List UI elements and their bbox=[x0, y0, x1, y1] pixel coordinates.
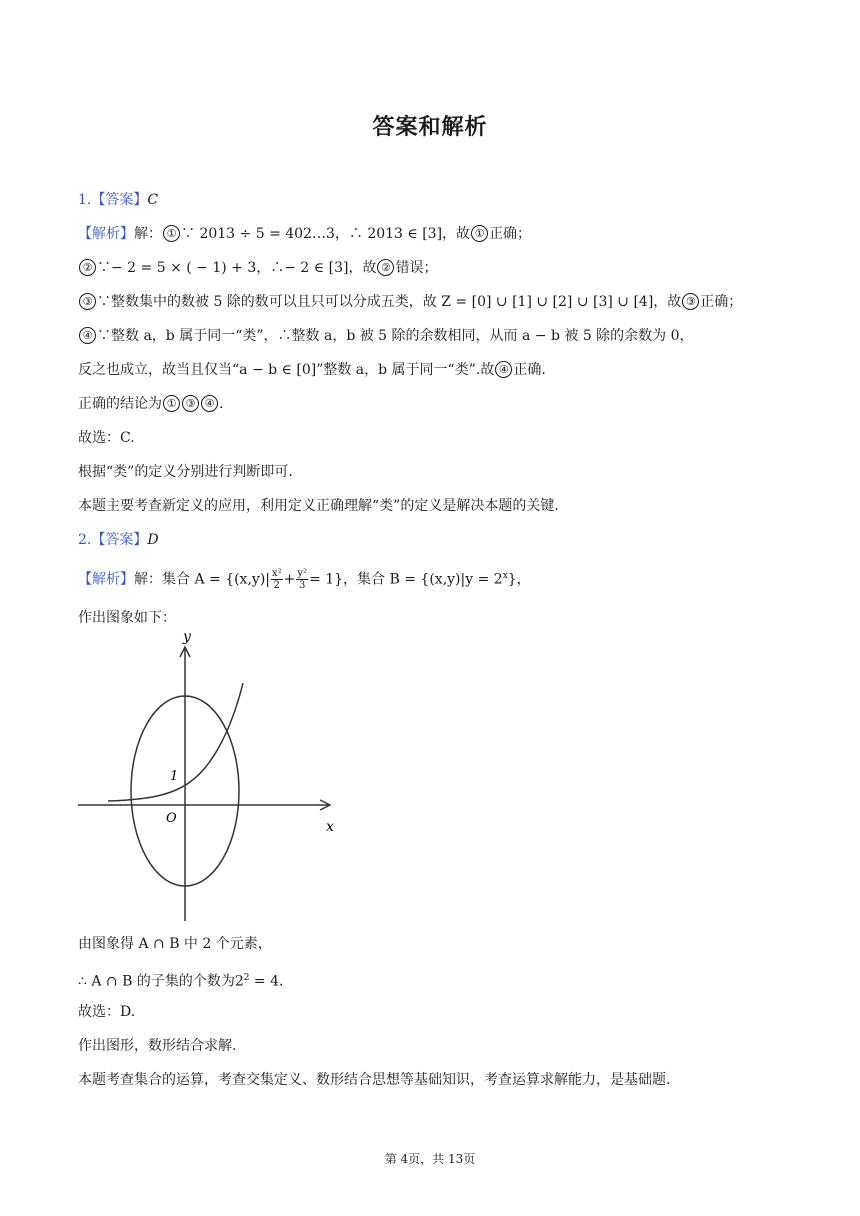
q1-answer-label: 1.【答案】 bbox=[78, 192, 148, 208]
circled-number: ④ bbox=[79, 327, 96, 344]
q1-text: 解： bbox=[134, 226, 162, 242]
circled-number: ① bbox=[471, 225, 488, 242]
fraction-numerator: y² bbox=[297, 568, 308, 580]
exponent: 2 bbox=[243, 973, 250, 983]
q1-comment: 本题主要考查新定义的应用，利用定义正确理解“类”的定义是解决本题的关键. bbox=[78, 498, 559, 514]
q1-text: . bbox=[219, 396, 224, 412]
exponent: x bbox=[502, 571, 508, 581]
q1-text: 正确； bbox=[700, 294, 743, 310]
q1-answer-value: C bbox=[147, 192, 159, 208]
circled-number: ④ bbox=[495, 361, 512, 378]
one-label: 1 bbox=[170, 769, 179, 784]
q1-text: 正确； bbox=[489, 226, 532, 242]
fraction-denominator: 3 bbox=[299, 580, 306, 592]
q1-analysis-line-4 bbox=[78, 326, 694, 346]
q1-text: 错误； bbox=[395, 260, 438, 276]
q1-analysis-line-1 bbox=[78, 224, 531, 244]
fraction-numerator: x² bbox=[272, 568, 282, 580]
q2-result-1: 由图象得 A ∩ B 中 2 个元素， bbox=[78, 936, 272, 952]
fraction-denominator: 2 bbox=[273, 580, 281, 592]
q1-answer-line bbox=[78, 190, 158, 210]
q1-choice: 故选：C. bbox=[78, 430, 135, 446]
q2-result-2 bbox=[78, 968, 283, 992]
q1-text: ∵ 2013 ÷ 5 = 402…3，∴ 2013 ∈ [3]，故 bbox=[181, 226, 471, 242]
q2-analysis-tag: 【解析】 bbox=[78, 571, 134, 588]
q1-text: ∵整数集中的数被 5 除的数可以且只可以分成五类，故 Z = [0] ∪ [1] ∪ [2] ∪ [3] ∪ [4]，故 bbox=[97, 294, 682, 310]
q1-text: 正确的结论为 bbox=[78, 396, 162, 412]
x-axis-label: x bbox=[326, 819, 334, 835]
plus-sign: + bbox=[283, 571, 296, 588]
q2-comment: 本题考查集合的运算，考查交集定义、数形结合思想等基础知识，考查运算求解能力，是基础题. bbox=[78, 1072, 671, 1088]
q2-text: 解：集合 A = {(x,y)| bbox=[134, 571, 270, 588]
page-title: 答案和解析 bbox=[372, 115, 488, 140]
circled-number: ④ bbox=[201, 395, 218, 412]
q1-analysis-line-3 bbox=[78, 292, 742, 312]
q1-text: 反之也成立，故当且仅当“a − b ∈ [0]”整数 a，b 属于同一“类”.故 bbox=[78, 362, 495, 378]
q2-figure-intro: 作出图象如下： bbox=[78, 610, 176, 626]
q1-conclusion bbox=[78, 394, 223, 414]
q1-analysis-line-2 bbox=[78, 258, 437, 278]
q1-analysis-tag: 【解析】 bbox=[78, 226, 134, 242]
q2-choice: 故选：D. bbox=[78, 1004, 136, 1020]
circled-number: ② bbox=[377, 259, 394, 276]
q2-text: = 1}，集合 B = {(x,y)|y = 2 bbox=[309, 571, 503, 588]
q2-text: = 4. bbox=[249, 973, 284, 990]
origin-label: O bbox=[166, 811, 177, 826]
page-footer: 第 4页，共 13页 bbox=[384, 1152, 476, 1166]
q1-method: 根据“类”的定义分别进行判断即可. bbox=[78, 464, 293, 480]
circled-number: ② bbox=[79, 259, 96, 276]
fraction-x bbox=[271, 568, 283, 591]
circled-number: ③ bbox=[79, 293, 96, 310]
ellipse-exponential-graph bbox=[70, 625, 350, 925]
q2-answer-label: 2.【答案】 bbox=[78, 532, 148, 548]
circled-number: ① bbox=[163, 225, 180, 242]
q1-text: ∵整数 a，b 属于同一“类”，∴整数 a，b 被 5 除的余数相同，从而 a − b 被 5 除的余数为 0， bbox=[97, 328, 694, 344]
q1-text: ∵− 2 = 5 × ( − 1) + 3，∴− 2 ∈ [3]，故 bbox=[97, 260, 377, 276]
q2-text: ∴ A ∩ B 的子集的个数为2 bbox=[78, 973, 244, 990]
q2-analysis-line-1 bbox=[78, 566, 531, 591]
q2-answer-value: D bbox=[147, 532, 159, 548]
circled-number: ③ bbox=[682, 293, 699, 310]
y-axis-label: y bbox=[183, 629, 191, 645]
q2-method: 作出图形，数形结合求解. bbox=[78, 1038, 237, 1054]
fraction-y bbox=[296, 568, 308, 591]
q2-text: }， bbox=[507, 571, 531, 588]
q1-analysis-line-5 bbox=[78, 360, 546, 380]
circled-number: ③ bbox=[182, 395, 199, 412]
q2-answer-line bbox=[78, 530, 159, 550]
q1-text: 正确. bbox=[513, 362, 546, 378]
circled-number: ① bbox=[163, 395, 180, 412]
